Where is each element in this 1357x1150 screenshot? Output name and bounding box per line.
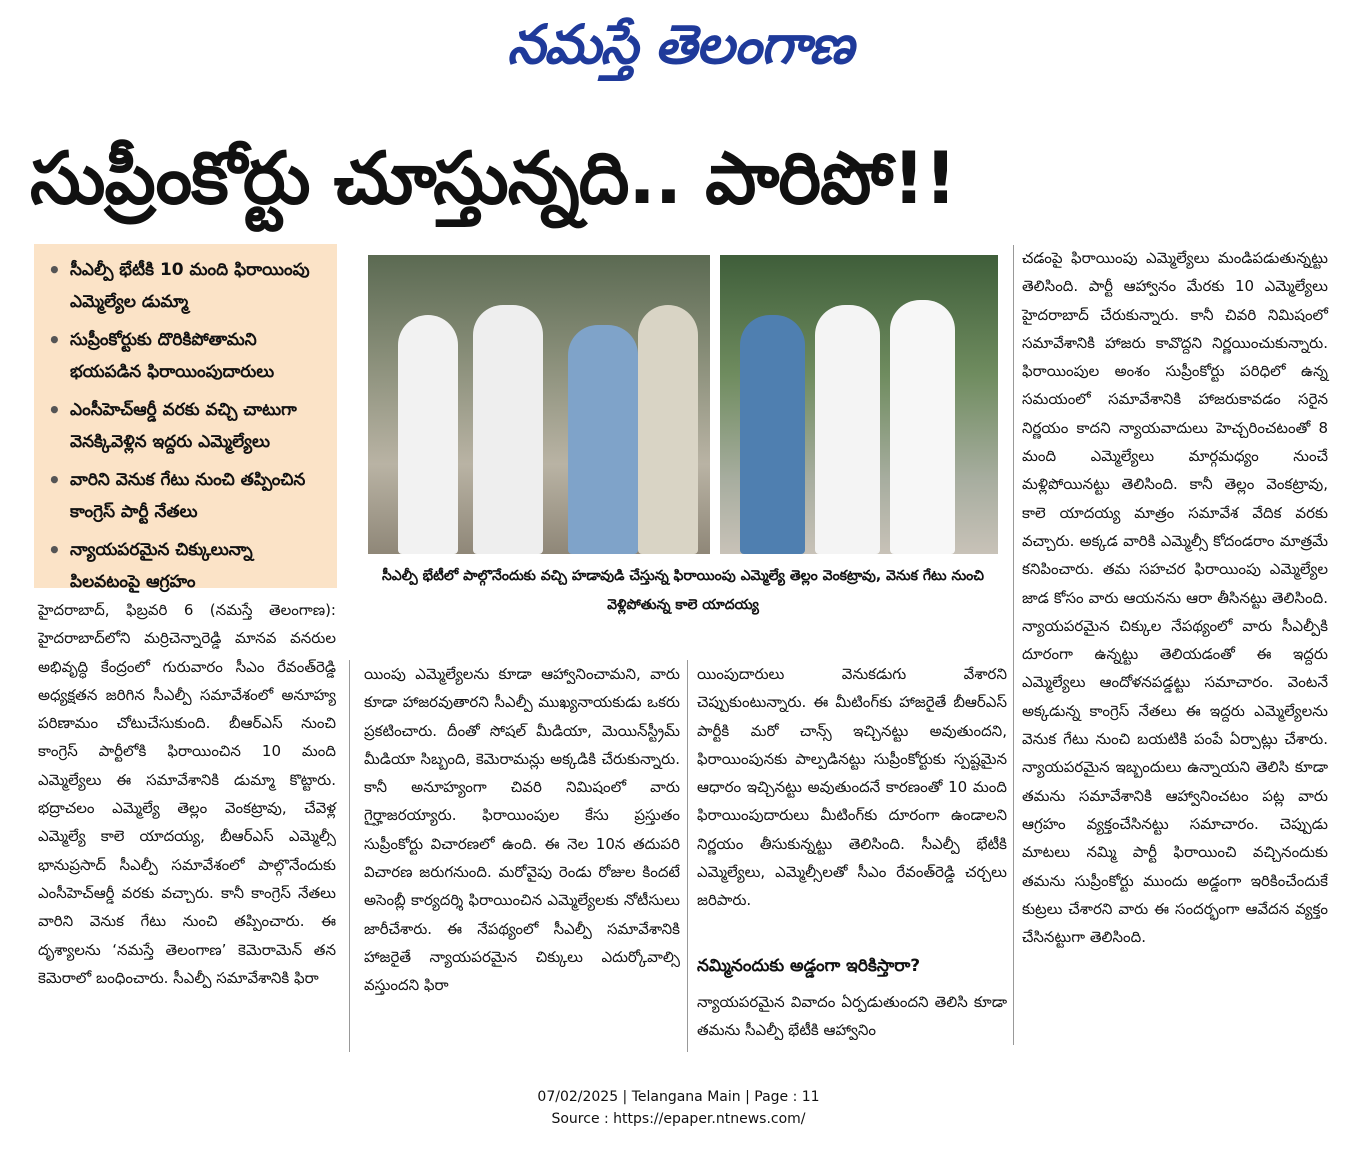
highlights-box <box>34 244 337 592</box>
news-photo-right <box>720 255 998 554</box>
column-divider <box>1013 245 1014 1045</box>
article-column-3b: న్యాయపరమైన వివాదం ఏర్పడుతుందని తెలిసి కూడా తమను సీఎల్పీ భేటీకి ఆహ్వానిం <box>697 993 1007 1040</box>
person-figure <box>473 305 543 554</box>
person-figure <box>890 300 955 554</box>
footer-source: Source : https://epaper.ntnews.com/ <box>551 1111 806 1127</box>
person-figure <box>638 305 698 554</box>
bullet-icon: • <box>48 328 61 352</box>
person-figure <box>568 325 638 554</box>
column-divider <box>687 660 688 1052</box>
person-figure <box>740 315 805 554</box>
column-divider <box>349 660 350 1052</box>
bullet-icon: • <box>48 468 61 492</box>
footer-date-page: 07/02/2025 | Telangana Main | Page : 11 <box>537 1089 820 1105</box>
article-column-4: చడంపై ఫిరాయింపు ఎమ్మెల్యేలు మండిపడుతున్నట్టు తెలిసింది. పార్టీ ఆహ్వానం మేరకు 10 ఎమ్మెల్యేలు హైదరాబాద్ చేరుకున్నారు. కానీ చివరి నిమిషంలో సమావేశానికి హాజరు కావొద్దని నిర్ణయించుకున్నారు. ఫిరాయింపుల అంశం సుప్రీంకోర్టు పరిధిలో ఉన్న సమయంలో సమావేశానికి హాజరుకావడం సరైన నిర్ణయం కాదని న్యాయవాదులు హెచ్చరించటంతో 8 మంది ఎమ్మెల్యేలు మార్గమధ్యం నుంచే మళ్లిపోయినట్టు తెలిసింది. కానీ తెల్లం వెంకట్రావు, కాలె యాదయ్య మాత్రం సమావేశ వేదిక వరకు వచ్చారు. అక్కడ వారికి ఎమ్మెల్సీ కోదండరాం మాత్రమే కనిపించారు. తమ సహచర ఫిరాయింపు ఎమ్మెల్యేల జాడ కోసం వారు ఆయనను ఆరా తీసినట్టు తెలిసింది. న్యాయపరమైన చిక్కుల నేపథ్యంలో వారు సీఎల్పీకి దూరంగా ఉన్నట్టు తెలియడంతో ఈ ఇద్దరు ఎమ్మెల్యేలు ఆందోళనపడ్డట్టు సమాచారం. వెంటనే అక్కడున్న కాంగ్రెస్ నేతలు ఈ ఇద్దరు ఎమ్మెల్యేలను వెనుక గేటు నుంచి బయటికి పంపే ఏర్పాట్లు చేశారు. న్యాయపరమైన ఇబ్బందులు ఉన్నాయని తెలిసి కూడా తమను సమావేశానికి ఆహ్వానించటం పట్ల వారు ఆగ్రహం వ్యక్తంచేసినట్టు సమాచారం. చెప్పుడు మాటలు నమ్మి పార్టీ ఫిరాయించి వచ్చినందుకు తమను సుప్రీంకోర్టు ముందు అడ్డంగా ఇరికించేందుకే కుట్రలు చేశారని వారు ఈ సందర్భంగా ఆవేదన వ్యక్తం చేసినట్టుగా తెలిసింది. <box>1022 249 1328 947</box>
masthead-logo: నమస్తే తెలంగాణ <box>507 13 853 76</box>
bullet-icon: • <box>48 538 61 562</box>
highlight-item: • ఎంసీహెచ్‌ఆర్డీ వరకు వచ్చి చాటుగా వెనక్కివెళ్లిన ఇద్దరు ఎమ్మెల్యేలు <box>48 394 327 458</box>
headline: సుప్రీంకోర్టు చూస్తున్నది.. పారిపో!! <box>30 136 957 220</box>
subheading: నమ్మినందుకు అడ్డంగా ఇరికిస్తారా? <box>697 956 921 976</box>
photo-caption: సీఎల్పీ భేటీలో పాల్గొనేందుకు వచ్చి హడావుడి చేస్తున్న ఫిరాయింపు ఎమ్మెల్యే తెల్లం వెంకట్రావు, వెనుక గేటు నుంచి వెళ్లిపోతున్న కాలె యాదయ్య <box>381 568 985 613</box>
person-figure <box>815 305 880 554</box>
bullet-icon: • <box>48 398 61 422</box>
article-column-1: హైదరాబాద్, ఫిబ్రవరి 6 (నమస్తే తెలంగాణ): హైదరాబాద్‌లోని మర్రిచెన్నారెడ్డి మానవ వనరుల అభివృద్ధి కేంద్రంలో గురువారం సీఎం రేవంత్‌రెడ్డి అధ్యక్షతన జరిగిన సీఎల్పీ సమావేశంలో అనూహ్య పరిణామం చోటుచేసుకుంది. బీఆర్‌ఎస్ నుంచి కాంగ్రెస్ పార్టీలోకి ఫిరాయించిన 10 మంది ఎమ్మెల్యేలు ఈ సమావేశానికి డుమ్మా కొట్టారు. భద్రాచలం ఎమ్మెల్యే తెల్లం వెంకట్రావు, చేవెళ్ల ఎమ్మెల్యే కాలె యాదయ్య, బీఆర్‌ఎస్ ఎమ్మెల్సీ భానుప్రసాద్ సీఎల్పీ సమావేశంలో పాల్గొనేందుకు ఎంసీహెచ్‌ఆర్డీ వరకు వచ్చారు. కానీ కాంగ్రెస్ నేతలు వారిని వెనుక గేటు నుంచి తప్పించారు. ఈ దృశ్యాలను ‘నమస్తే తెలంగాణ’ కెమెరామెన్ తన కెమెరాలో బంధించారు. సీఎల్పీ సమావేశానికి ఫిరా <box>38 601 336 987</box>
highlight-item: • న్యాయపరమైన చిక్కులున్నా పిలవటంపై ఆగ్రహం <box>48 534 327 598</box>
person-figure <box>398 315 458 554</box>
highlight-item: • సీఎల్పీ భేటీకి 10 మంది ఫిరాయింపు ఎమ్మెల్యేల డుమ్మా <box>48 254 327 318</box>
highlight-item: • సుప్రీంకోర్టుకు దొరికిపోతామని భయపడిన ఫిరాయింపుదారులు <box>48 324 327 388</box>
article-column-3: యింపుదారులు వెనుకడుగు వేశారని చెప్పుకుంటున్నారు. ఈ మీటింగ్‌కు హాజరైతే బీఆర్‌ఎస్ పార్టీకి మరో చాన్స్ ఇచ్చినట్టు అవుతుందని, ఫిరాయింపునకు పాల్పడినట్టు సుప్రీంకోర్టుకు స్పష్టమైన ఆధారం ఇచ్చినట్టు అవుతుందనే కారణంతో 10 మంది ఫిరాయింపుదారులు మీటింగ్‌కు దూరంగా ఉండాలని నిర్ణయం తీసుకున్నట్టు తెలిసింది. సీఎల్పీ భేటీకి ఎమ్మెల్యేలు, ఎమ్మెల్సీలతో సీఎం రేవంత్‌రెడ్డి చర్చలు జరిపారు. <box>697 665 1007 910</box>
article-column-2: యింపు ఎమ్మెల్యేలను కూడా ఆహ్వానించామని, వారు కూడా హాజరవుతారని సీఎల్పీ ముఖ్యనాయకుడు ఒకరు ప్రకటించారు. దీంతో సోషల్ మీడియా, మెయిన్‌స్ట్రీమ్ మీడియా సిబ్బంది, కెమెరామన్లు అక్కడికి చేరుకున్నారు. కానీ అనూహ్యంగా చివరి నిమిషంలో వారు గైర్హాజరయ్యారు. ఫిరాయింపుల కేసు ప్రస్తుతం సుప్రీంకోర్టు విచారణలో ఉంది. ఈ నెల 10న తదుపరి విచారణ జరుగనుంది. మరోవైపు రెండు రోజుల కిందటే అసెంబ్లీ కార్యదర్శి ఫిరాయించిన ఎమ్మెల్యేలకు నోటీసులు జారీచేశారు. ఈ నేపథ్యంలో సీఎల్పీ సమావేశానికి హాజరైతే న్యాయపరమైన చిక్కులు ఎదుర్కోవాల్సి వస్తుందని ఫిరా <box>364 665 680 995</box>
bullet-icon: • <box>48 258 61 282</box>
page-footer <box>0 1086 1357 1130</box>
highlight-item: • వారిని వెనుక గేటు నుంచి తప్పించిన కాంగ్రెస్ పార్టీ నేతలు <box>48 464 327 528</box>
news-photo-left <box>368 255 710 554</box>
